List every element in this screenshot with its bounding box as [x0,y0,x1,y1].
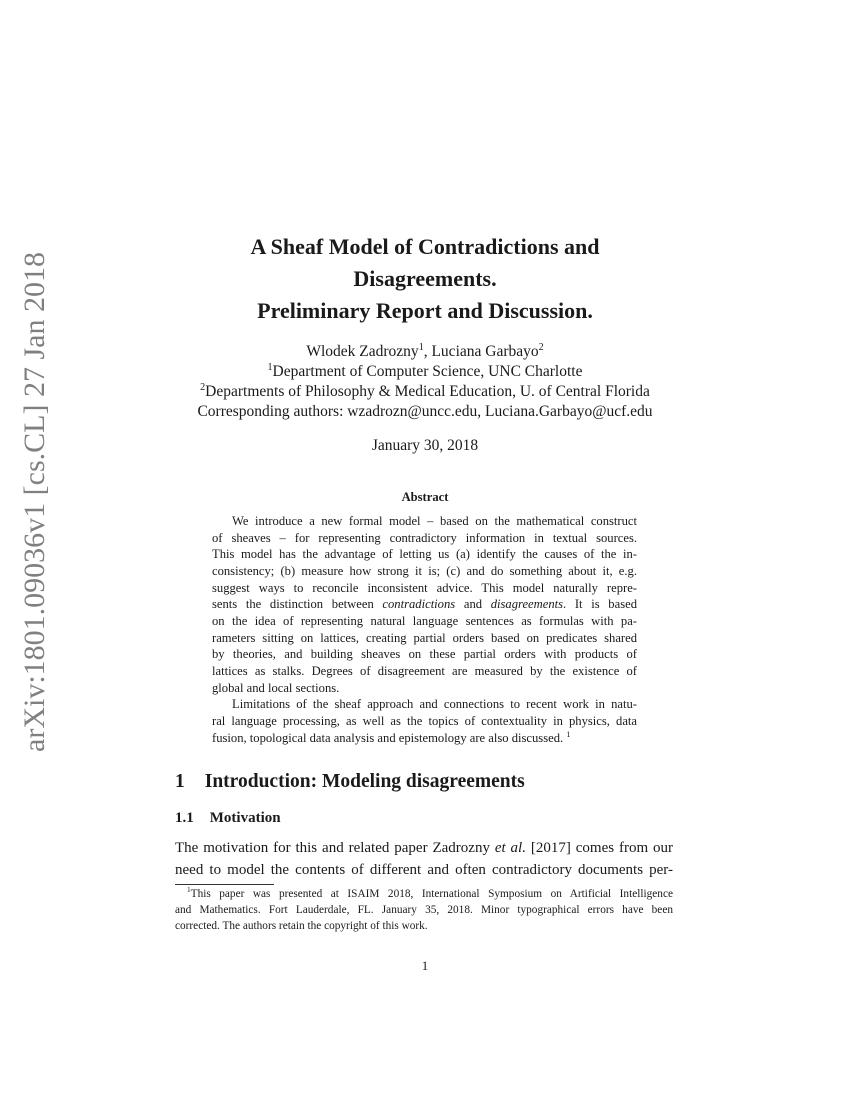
subsection-number: 1.1 [175,810,194,826]
affil-mark: 1 [267,361,273,373]
footnote-line: and Mathematics. Fort Lauderdale, FL. January 35, 2018. Minor typographical errors have been [175,904,673,916]
text: sents the distinction between [212,597,383,611]
section-title: Introduction: Modeling disagreements [204,771,525,792]
date: January 30, 2018 [371,437,479,454]
abstract-line: by theories, and building sheaves on these partial orders with products of [212,647,637,661]
author-2: , Luciana Garbayo [423,343,539,360]
section-number: 1 [175,771,185,792]
emphasis: disagreements [490,597,564,611]
abstract-line: lattices as stalks. Degrees of disagreement are measured by the existence of [212,664,637,678]
abstract-line: of sheaves – for representing contradictory information in textual sources. [212,531,637,545]
page-number: 1 [421,958,429,973]
affil-mark: 2 [200,381,206,393]
abstract-line: on the idea of representing natural language sentences as formulas with pa- [212,614,637,628]
emphasis: contradictions [382,597,456,611]
footnote-line [187,885,673,900]
title-line-2: Disagreements. [353,266,497,291]
abstract-line: rameters sitting on lattices, creating partial orders based on predicates shared [212,631,637,645]
abstract-line: We introduce a new formal model – based on the mathematical construct [232,514,637,528]
abstract-line: ral language processing, as well as the topics of contextuality in physics, data [212,714,637,728]
body-line: need to model the contents of different and often contradictory documents per- [175,862,673,878]
body-line [175,840,673,857]
text: . It is based [563,597,637,611]
text: The motivation for this and related paper Zadrozny [175,840,495,856]
text: and [455,597,491,611]
abstract-line [212,597,637,612]
footnote-mark: 1 [187,885,191,895]
affiliation-text: Departments of Philosophy & Medical Education, U. of Central Florida [205,383,650,400]
text: [2017] comes from our [525,840,674,856]
emphasis: et al. [494,840,526,856]
abstract-line: suggest ways to reconcile inconsistent advice. This model naturally repre- [212,581,637,595]
affiliation-2 [0,383,850,401]
footnote-line: corrected. The authors retain the copyright of this work. [175,920,428,932]
title-line-1: A Sheaf Model of Contradictions and [250,234,600,259]
section-heading [175,771,525,793]
abstract-line: global and local sections. [212,681,340,695]
affiliation-text: Department of Computer Science, UNC Charlotte [272,363,583,380]
abstract-line: consistency; (b) measure how strong it is; (c) and do something about it, e.g. [212,564,637,578]
affil-mark: 1 [418,341,424,353]
abstract-line [212,731,637,746]
author-1: Wlodek Zadrozny [306,343,419,360]
subsection-heading [175,810,281,827]
text: This paper was presented at ISAIM 2018, International Symposium on Artificial Intelligence [190,888,673,900]
footnote-mark: 1 [566,729,571,739]
arxiv-stamp: arXiv:1801.09036v1 [cs.CL] 27 Jan 2018 [18,252,51,752]
affil-mark: 2 [538,341,544,353]
abstract-line: This model has the advantage of letting us (a) identify the causes of the in- [212,547,637,561]
title-line-3: Preliminary Report and Discussion. [257,298,593,323]
subsection-title: Motivation [209,810,281,826]
text: fusion, topological data analysis and epistemology are also discussed. [212,731,567,745]
affiliation-1 [0,363,850,381]
authors [0,343,850,361]
corresponding-authors: Corresponding authors: wzadrozn@uncc.edu, Luciana.Garbayo@ucf.edu [197,403,653,420]
abstract-line: Limitations of the sheaf approach and connections to recent work in natu- [232,697,637,711]
abstract-heading: Abstract [401,490,449,504]
